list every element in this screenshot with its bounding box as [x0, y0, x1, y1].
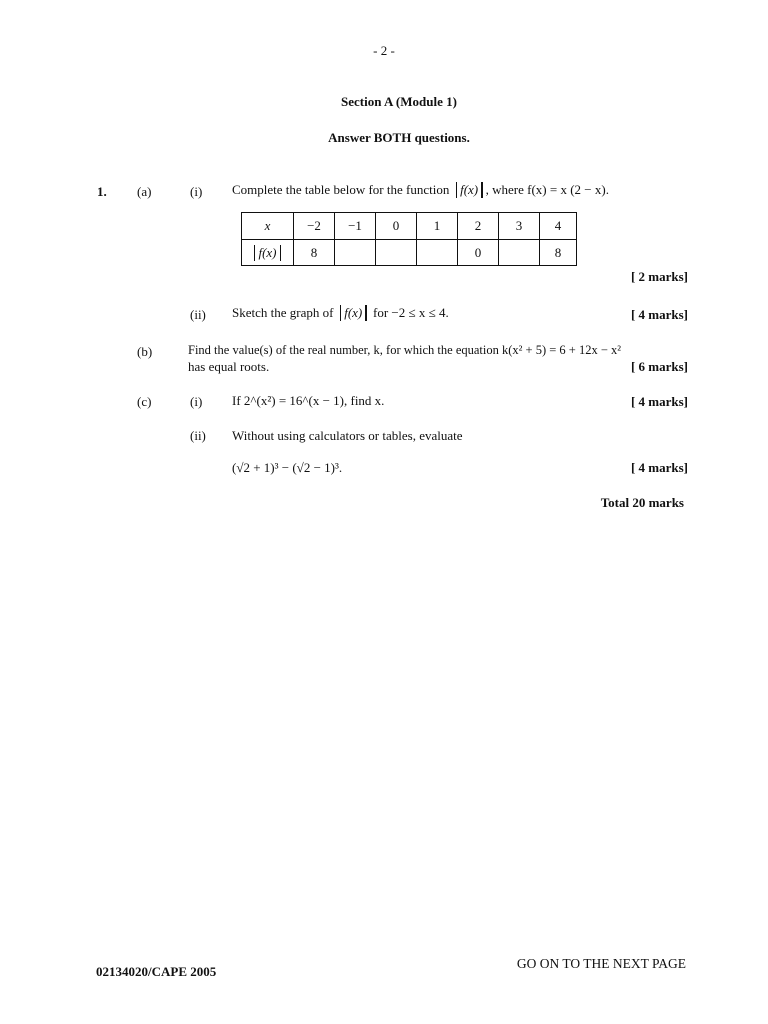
part-c-i-label: (i)	[190, 394, 203, 409]
part-c-label: (c)	[137, 394, 152, 409]
table-header-x: x	[242, 213, 294, 240]
table-cell: 2	[458, 213, 499, 240]
part-a-ii-text-pre: Sketch the graph of	[232, 305, 337, 320]
part-a-ii-label: (ii)	[190, 307, 206, 322]
abs-bar-right	[481, 182, 483, 198]
abs-bar-left	[340, 305, 342, 321]
table-row-x	[242, 213, 577, 240]
part-a-i-text-pre: Complete the table below for the function	[232, 182, 453, 197]
table-cell: 8	[294, 240, 335, 266]
part-a-ii-fx: f(x)	[344, 305, 363, 320]
table-cell	[417, 240, 458, 266]
abs-bar-left	[254, 245, 256, 261]
total-marks: Total 20 marks	[600, 495, 684, 510]
table-cell: 3	[499, 213, 540, 240]
table-row-fx	[242, 240, 577, 266]
part-c-i-marks: [ 4 marks]	[630, 394, 688, 409]
table-cell: 4	[540, 213, 577, 240]
abs-bar-left	[456, 182, 458, 198]
part-b-line2: has equal roots.	[188, 359, 270, 374]
part-a-i-text	[232, 182, 609, 198]
table-cell: −2	[294, 213, 335, 240]
part-c-ii-marks: [ 4 marks]	[630, 460, 688, 475]
table-cell	[335, 240, 376, 266]
abs-bar-right	[365, 305, 367, 321]
table-cell: 0	[376, 213, 417, 240]
part-a-ii-text-post: for −2 ≤ x ≤ 4.	[369, 305, 449, 320]
part-c-ii-label: (ii)	[190, 428, 206, 443]
page-number: - 2 -	[373, 43, 395, 58]
part-c-ii-expression: (√2 + 1)³ − (√2 − 1)³.	[232, 460, 343, 475]
table-cell: −1	[335, 213, 376, 240]
table-cell	[376, 240, 417, 266]
part-b-marks: [ 6 marks]	[630, 359, 688, 374]
part-a-i-marks: [ 2 marks]	[630, 269, 688, 284]
abs-bar-right	[280, 245, 282, 261]
table-cell: 1	[417, 213, 458, 240]
table-header-fx	[242, 240, 294, 266]
paper-code: 02134020/CAPE 2005	[96, 964, 217, 979]
part-b-line1: Find the value(s) of the real number, k, for which the equation k(x² + 5) = 6 + 12x − x²	[188, 343, 622, 357]
table-cell: 8	[540, 240, 577, 266]
next-page-note: GO ON TO THE NEXT PAGE	[516, 956, 686, 971]
part-a-ii-text	[232, 305, 449, 321]
question-number: 1.	[97, 184, 107, 199]
part-b-label: (b)	[137, 344, 153, 359]
part-c-ii-text: Without using calculators or tables, evaluate	[232, 428, 463, 443]
part-a-i-text-post: , where f(x) = x (2 − x).	[485, 182, 609, 197]
table-header-fx-text: f(x)	[258, 244, 277, 260]
section-instruction: Answer BOTH questions.	[328, 130, 470, 145]
table-cell: 0	[458, 240, 499, 266]
section-title: Section A (Module 1)	[341, 94, 457, 109]
part-a-label: (a)	[137, 184, 152, 199]
table-cell	[499, 240, 540, 266]
part-c-i-text: If 2^(x²) = 16^(x − 1), find x.	[232, 393, 385, 408]
part-a-ii-marks: [ 4 marks]	[630, 307, 688, 322]
part-a-i-fx: f(x)	[460, 182, 479, 197]
values-table	[241, 212, 577, 266]
part-a-i-label: (i)	[190, 184, 203, 199]
